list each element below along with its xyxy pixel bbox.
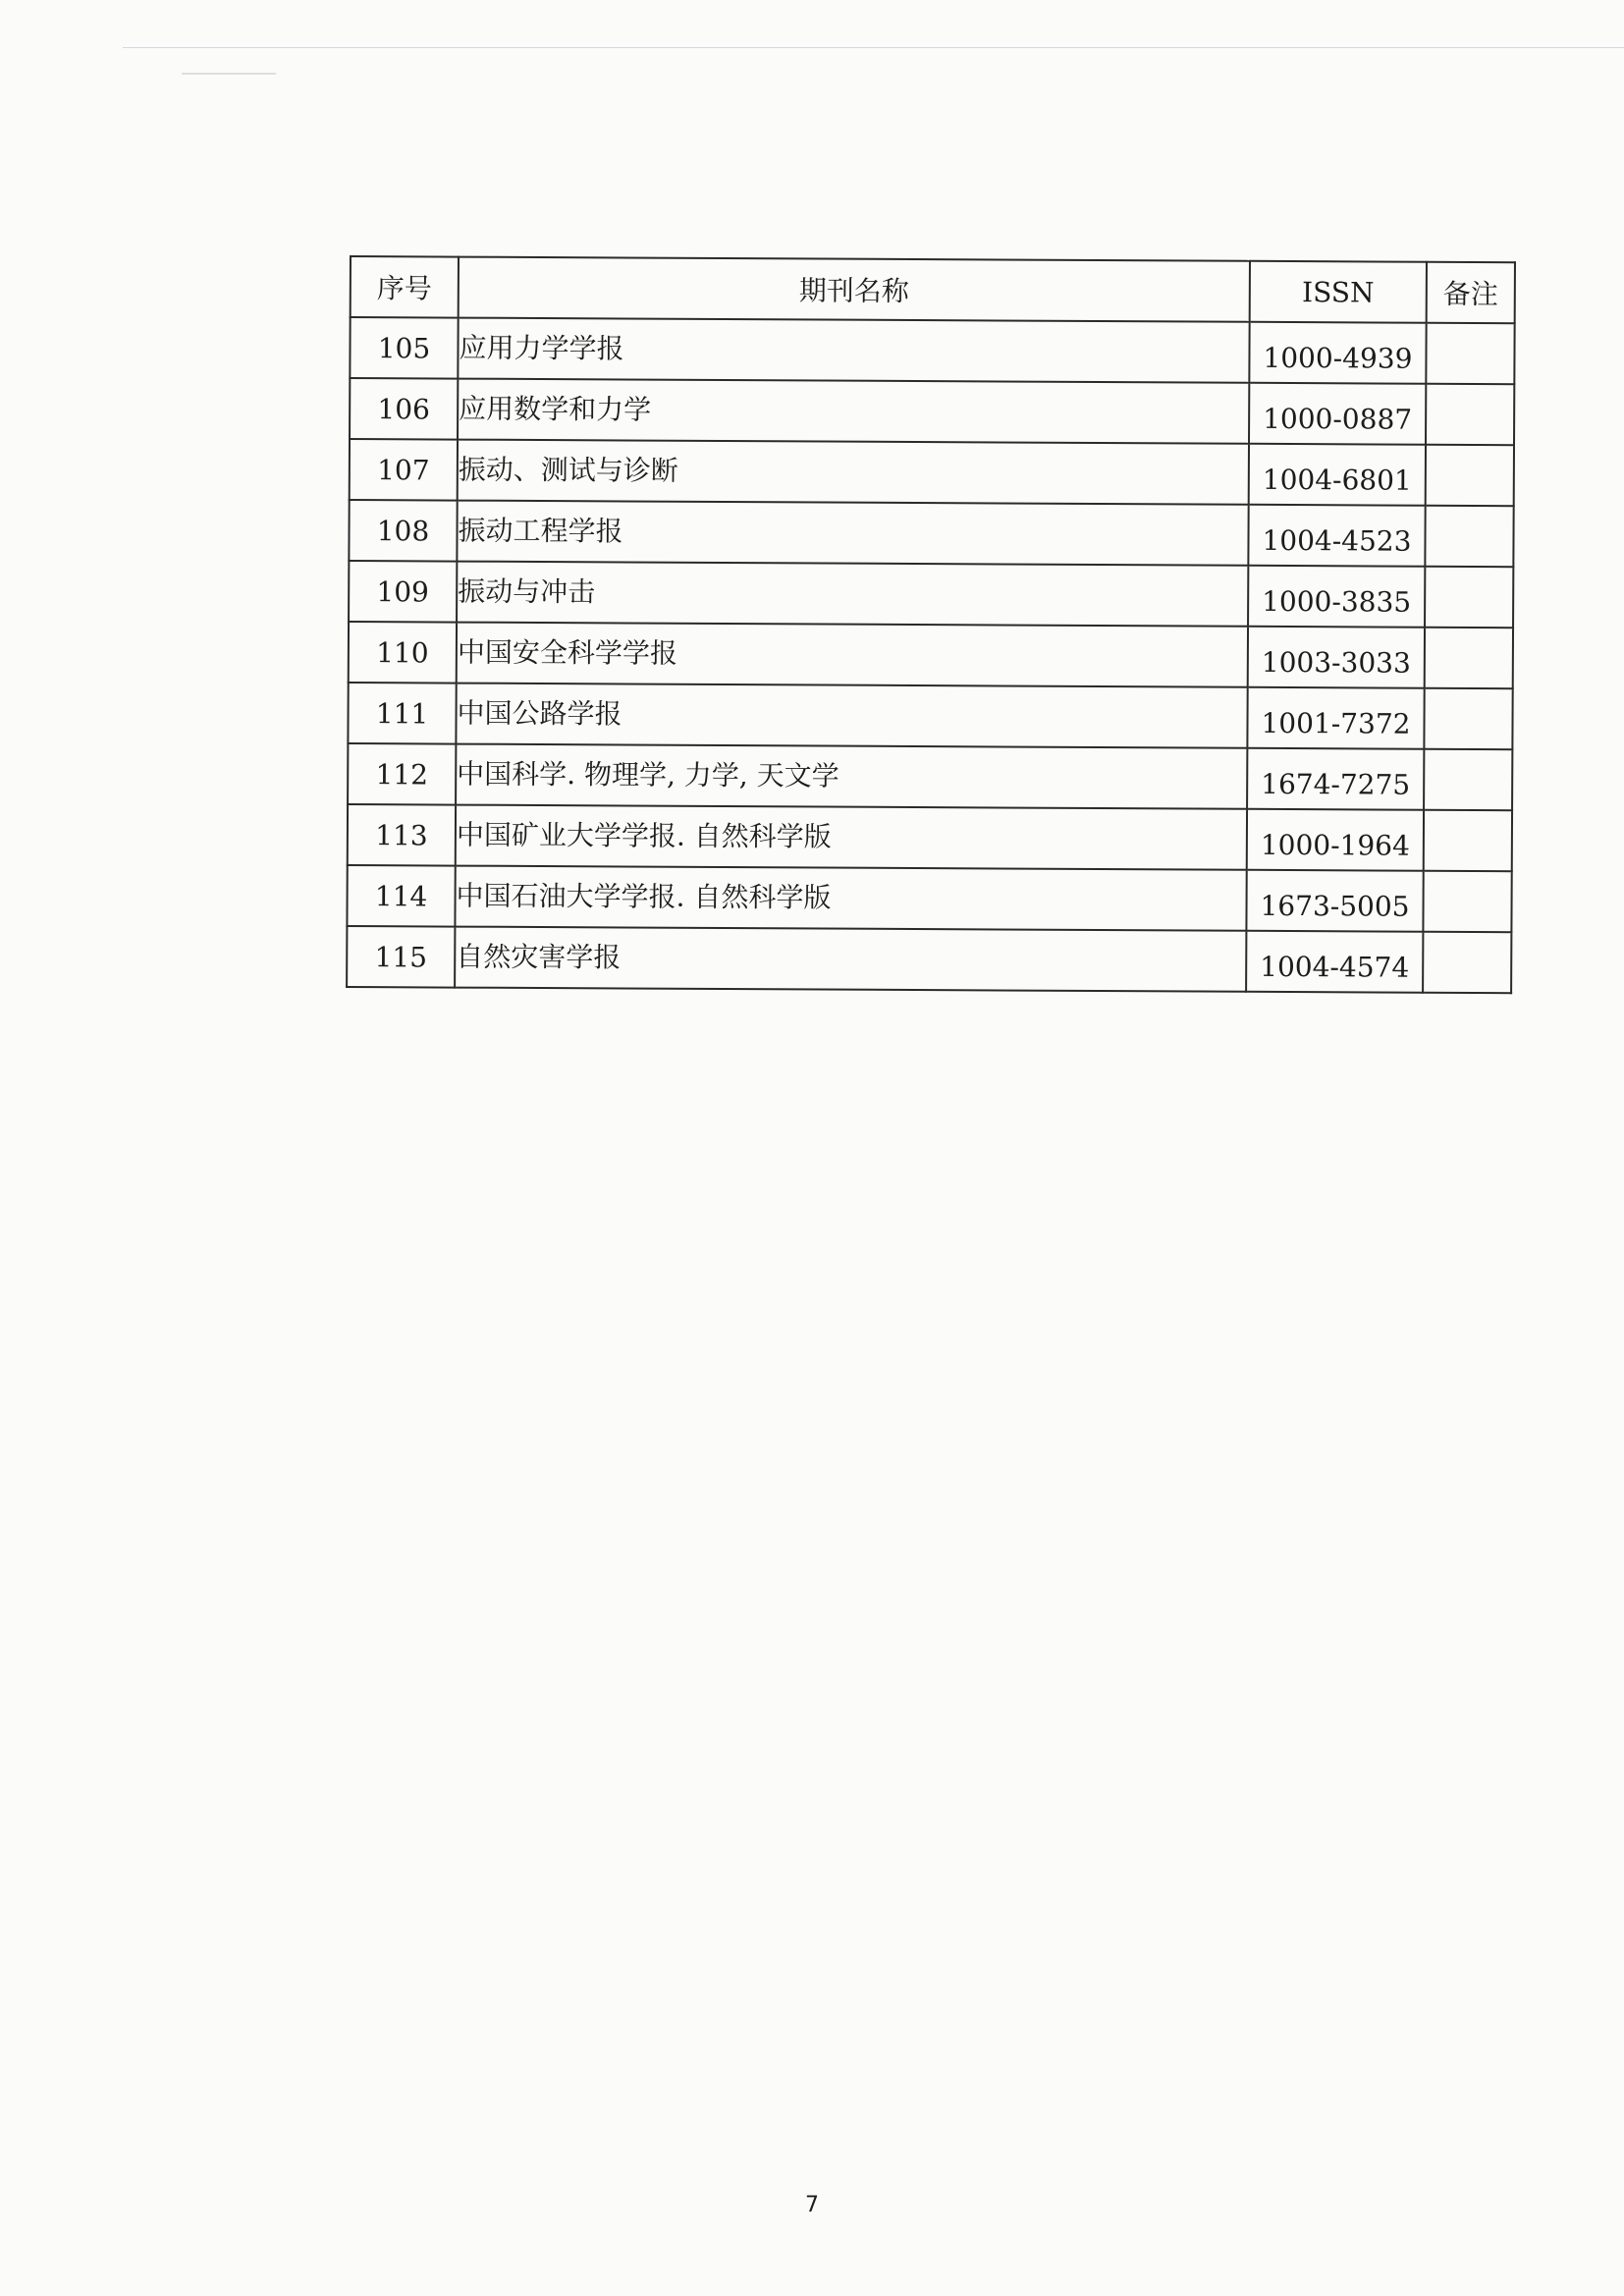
- journal-table: [346, 255, 1516, 994]
- page-number: 7: [805, 2193, 819, 2217]
- row-issn-text: 1000-0887: [1263, 402, 1413, 436]
- row-journal-name-text: 应用力学学报: [459, 331, 624, 364]
- row-issn-text: 1674-7275: [1261, 767, 1411, 801]
- table-row: [349, 622, 1513, 688]
- row-seq-text: 106: [377, 392, 430, 425]
- row-seq-text: 111: [375, 696, 429, 730]
- row-note: [1423, 932, 1511, 993]
- row-journal-name-text: 自然灾害学报: [456, 940, 622, 973]
- row-journal-name: [455, 866, 1246, 931]
- row-journal-name-text: 振动工程学报: [458, 514, 623, 547]
- header-seq: 序号: [351, 256, 459, 318]
- row-journal-name: [457, 562, 1248, 627]
- row-note: [1424, 810, 1512, 871]
- row-seq-text: 105: [377, 331, 431, 364]
- row-seq: [348, 743, 456, 805]
- row-note: [1425, 567, 1513, 628]
- row-seq-text: 114: [374, 879, 428, 912]
- row-seq: [350, 317, 458, 379]
- scan-mark: [182, 73, 276, 75]
- row-note: [1425, 506, 1513, 567]
- row-seq-text: 112: [375, 757, 429, 791]
- row-issn-text: 1000-4939: [1263, 341, 1413, 375]
- row-journal-name: [456, 683, 1247, 748]
- table-row: [350, 317, 1514, 384]
- row-note: [1423, 871, 1511, 932]
- row-issn: [1247, 809, 1424, 871]
- row-journal-name-text: 中国科学. 物理学, 力学, 天文学: [457, 757, 839, 793]
- row-issn: [1247, 687, 1424, 749]
- table-header-row: [351, 256, 1515, 323]
- table-row: [348, 683, 1512, 749]
- header-note: 备注: [1427, 262, 1515, 323]
- table-row: [348, 804, 1512, 871]
- row-issn: [1249, 383, 1426, 445]
- row-seq: [349, 500, 457, 562]
- row-seq: [350, 439, 458, 501]
- row-seq: [350, 378, 458, 440]
- row-issn-text: 1004-4574: [1260, 950, 1410, 984]
- row-issn: [1246, 931, 1423, 993]
- row-seq: [348, 683, 456, 744]
- row-journal-name-text: 振动与冲击: [458, 574, 596, 608]
- row-issn: [1247, 748, 1424, 810]
- table-row: [350, 439, 1514, 506]
- header-issn: ISSN: [1250, 261, 1427, 323]
- row-issn-text: 1004-4523: [1262, 523, 1412, 558]
- row-journal-name: [458, 440, 1249, 505]
- table-row: [347, 926, 1511, 993]
- row-journal-name-text: 中国石油大学学报. 自然科学版: [456, 879, 832, 914]
- row-journal-name-text: 应用数学和力学: [459, 392, 652, 426]
- row-issn: [1246, 870, 1423, 932]
- row-note: [1425, 628, 1513, 688]
- row-seq: [348, 804, 456, 866]
- row-journal-name: [456, 805, 1247, 870]
- row-note: [1424, 688, 1512, 749]
- row-seq: [347, 865, 455, 927]
- row-issn-text: 1673-5005: [1260, 889, 1410, 923]
- row-seq-text: 115: [374, 940, 428, 973]
- header-journal-name: 期刊名称: [459, 257, 1250, 322]
- row-journal-name-text: 中国公路学报: [457, 696, 623, 730]
- row-seq-text: 110: [376, 635, 429, 669]
- row-journal-name: [457, 623, 1248, 687]
- row-seq: [349, 561, 457, 623]
- row-journal-name-text: 振动、测试与诊断: [458, 453, 678, 487]
- row-seq-text: 107: [377, 453, 430, 486]
- row-journal-name: [455, 927, 1246, 992]
- table-row: [350, 378, 1514, 445]
- table-row: [348, 743, 1512, 810]
- row-issn-text: 1001-7372: [1261, 706, 1411, 740]
- row-note: [1426, 323, 1514, 384]
- row-seq: [349, 622, 457, 683]
- scan-edge-line: [123, 47, 1624, 48]
- row-note: [1426, 384, 1514, 445]
- row-issn-text: 1004-6801: [1262, 463, 1412, 497]
- row-journal-name: [457, 501, 1248, 566]
- row-issn-text: 1000-3835: [1262, 584, 1412, 619]
- row-issn: [1248, 505, 1425, 567]
- row-issn: [1248, 566, 1425, 628]
- row-issn: [1249, 444, 1426, 506]
- row-issn-text: 1000-1964: [1260, 828, 1410, 862]
- row-issn: [1249, 322, 1426, 384]
- table-row: [347, 865, 1511, 932]
- row-journal-name: [456, 744, 1247, 809]
- table-row: [349, 500, 1513, 567]
- row-seq-text: 113: [375, 818, 428, 851]
- row-note: [1424, 749, 1512, 810]
- row-issn-text: 1003-3033: [1261, 645, 1411, 680]
- row-journal-name-text: 中国安全科学学报: [457, 635, 677, 670]
- row-journal-name: [458, 379, 1249, 444]
- row-seq: [347, 926, 455, 988]
- row-journal-name: [458, 318, 1249, 383]
- table-row: [349, 561, 1513, 628]
- row-seq-text: 108: [376, 514, 430, 547]
- row-note: [1426, 445, 1514, 506]
- row-issn: [1248, 627, 1425, 688]
- row-seq-text: 109: [376, 574, 430, 608]
- row-journal-name-text: 中国矿业大学学报. 自然科学版: [456, 818, 832, 853]
